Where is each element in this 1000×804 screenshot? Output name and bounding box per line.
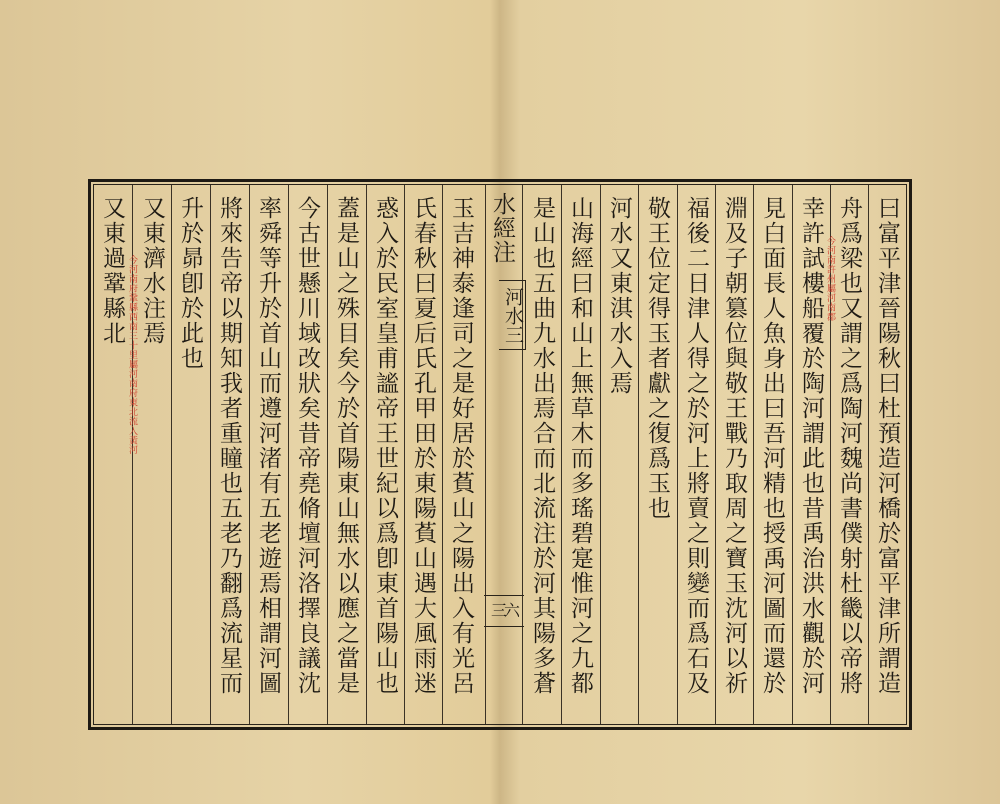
text-column: 又東濟水注焉 (139, 196, 165, 346)
text-column: 河水又東淇水入焉 (606, 196, 632, 396)
text-column: 福後二日津人得之於河上將賣之則變而爲石及 (683, 196, 709, 696)
text-column: 山海經曰和山上無草木而多瑤碧寔惟河之九都 (567, 196, 593, 696)
text-column: 舟爲梁也又謂之爲陶河魏尚書僕射杜畿以帝將 (836, 196, 862, 696)
text-column: 將來告帝以期知我者重瞳也五老乃翻爲流星而 (216, 196, 242, 696)
column-rule (210, 185, 211, 724)
text-column: 敬王位定得玉者獻之復爲玉也 (644, 196, 670, 521)
text-column: 淵及子朝篡位與敬王戰乃取周之寶玉沈河以祈 (721, 196, 747, 696)
column-rule (677, 185, 678, 724)
fold-book-title: 水經注 (489, 192, 515, 264)
column-rule (715, 185, 716, 724)
column-rule (638, 185, 639, 724)
fold-chapter-label: 河水三 (499, 280, 526, 350)
red-annotation-right: 今河南許州屬河南郡 (825, 236, 835, 322)
text-column: 幸許試樓船覆於陶河謂此也昔禹治洪水觀於河 (798, 196, 824, 696)
red-annotation-left: 今河南府鞏縣西南三十里屬河南府東北流入黃河 (127, 255, 137, 455)
column-rule (600, 185, 601, 724)
text-column: 惑入於民室皇甫謐帝王世紀以爲卽東首陽山也 (372, 196, 398, 696)
column-rule (561, 185, 562, 724)
column-rule (442, 185, 443, 724)
text-column: 見白面長人魚身出曰吾河精也授禹河圖而還於 (759, 196, 785, 696)
text-column: 是山也五曲九水出焉合而北流注於河其陽多蒼 (529, 196, 555, 696)
column-rule (327, 185, 328, 724)
text-column: 氏春秋曰夏后氏孔甲田於東陽萯山遇大風雨迷 (410, 196, 436, 696)
column-rule (171, 185, 172, 724)
fold-folio-number: 三六 (484, 595, 524, 627)
text-column: 曰富平津晉陽秋曰杜預造河橋於富平津所謂造 (874, 196, 900, 696)
column-rule (792, 185, 793, 724)
column-rule (485, 185, 486, 724)
column-rule (288, 185, 289, 724)
text-column: 玉吉神泰逢司之是好居於萯山之陽出入有光呂 (448, 196, 474, 696)
text-column: 又東過鞏縣北 (99, 196, 125, 346)
column-rule (753, 185, 754, 724)
column-rule (868, 185, 869, 724)
text-column: 升於昴卽於此也 (177, 196, 203, 371)
text-column: 蓋是山之殊目矣今於首陽東山無水以應之當是 (333, 196, 359, 696)
column-rule (404, 185, 405, 724)
text-column: 率舜等升於首山而遵河渚有五老遊焉相謂河圖 (255, 196, 281, 696)
column-rule (522, 185, 523, 724)
column-rule (249, 185, 250, 724)
text-column: 今古世懸川域改狀矣昔帝堯脩壇河洛擇良議沈 (294, 196, 320, 696)
column-rule (366, 185, 367, 724)
